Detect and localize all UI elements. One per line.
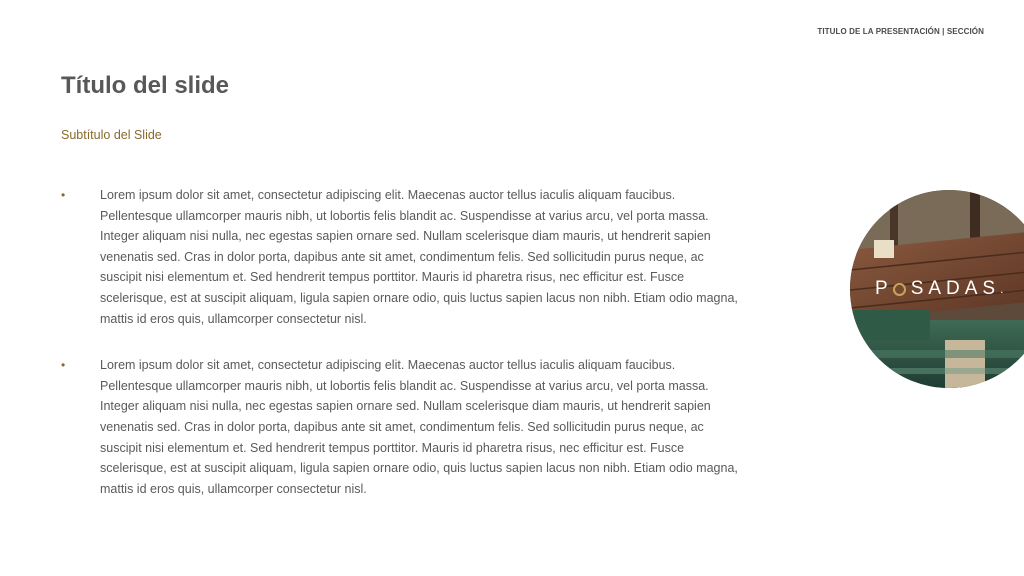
posadas-logo bbox=[875, 278, 1003, 300]
logo-text-end: SADAS bbox=[910, 278, 1001, 299]
logo-trademark: . bbox=[1000, 282, 1004, 296]
bullet-text: Lorem ipsum dolor sit amet, consectetur adipiscing elit. Maecenas auctor tellus iaculis aliquam faucibus. Pellentesque ullamcorper mauris nibh, ut lobortis felis blandit ac. Suspendisse at varius arcu, vel porta massa. Integer aliquam nisi nulla, nec egestas sapien ornare sed. Nullam scelerisque diam mauris, ut hendrerit sapien venenatis sed. Cras in dolor porta, dapibus ante sit amet, condimentum felis. Sed sollicitudin purus neque, ac suscipit nisi elementum et. Sed hendrerit tempus porttitor. Mauris id pharetra risus, nec efficitur est. Fusce scelerisque, est at suscipit aliquam, ligula sapien ornare odio, quis luctus sapien lacus non nibh. Etiam odio magna, mattis id eros quis, ullamcorper consectetur nisl. bbox=[100, 358, 738, 496]
slide-title: Título del slide bbox=[61, 72, 230, 99]
logo-ring-icon bbox=[893, 283, 906, 296]
bullet-item bbox=[61, 185, 741, 329]
bullet-icon: • bbox=[61, 188, 66, 202]
bullet-text: Lorem ipsum dolor sit amet, consectetur adipiscing elit. Maecenas auctor tellus iaculis aliquam faucibus. Pellentesque ullamcorper mauris nibh, ut lobortis felis blandit ac. Suspendisse at varius arcu, vel porta massa. Integer aliquam nisi nulla, nec egestas sapien ornare sed. Nullam scelerisque diam mauris, ut hendrerit sapien venenatis sed. Cras in dolor porta, dapibus ante sit amet, condimentum felis. Sed sollicitudin purus neque, ac suscipit nisi elementum et. Sed hendrerit tempus porttitor. Mauris id pharetra risus, nec efficitur est. Fusce scelerisque, est at suscipit aliquam, ligula sapien ornare odio, quis luctus sapien lacus non nibh. Etiam odio magna, mattis id eros quis, ullamcorper consectetur nisl. bbox=[100, 188, 738, 326]
slide-subtitle: Subtítulo del Slide bbox=[61, 128, 162, 142]
bullet-icon: • bbox=[61, 358, 66, 373]
bullet-item bbox=[61, 355, 741, 499]
bullet-list bbox=[61, 185, 741, 525]
section-header: TITULO DE LA PRESENTACIÓN | SECCIÓN bbox=[817, 27, 984, 36]
logo-text-start: P bbox=[875, 278, 893, 299]
